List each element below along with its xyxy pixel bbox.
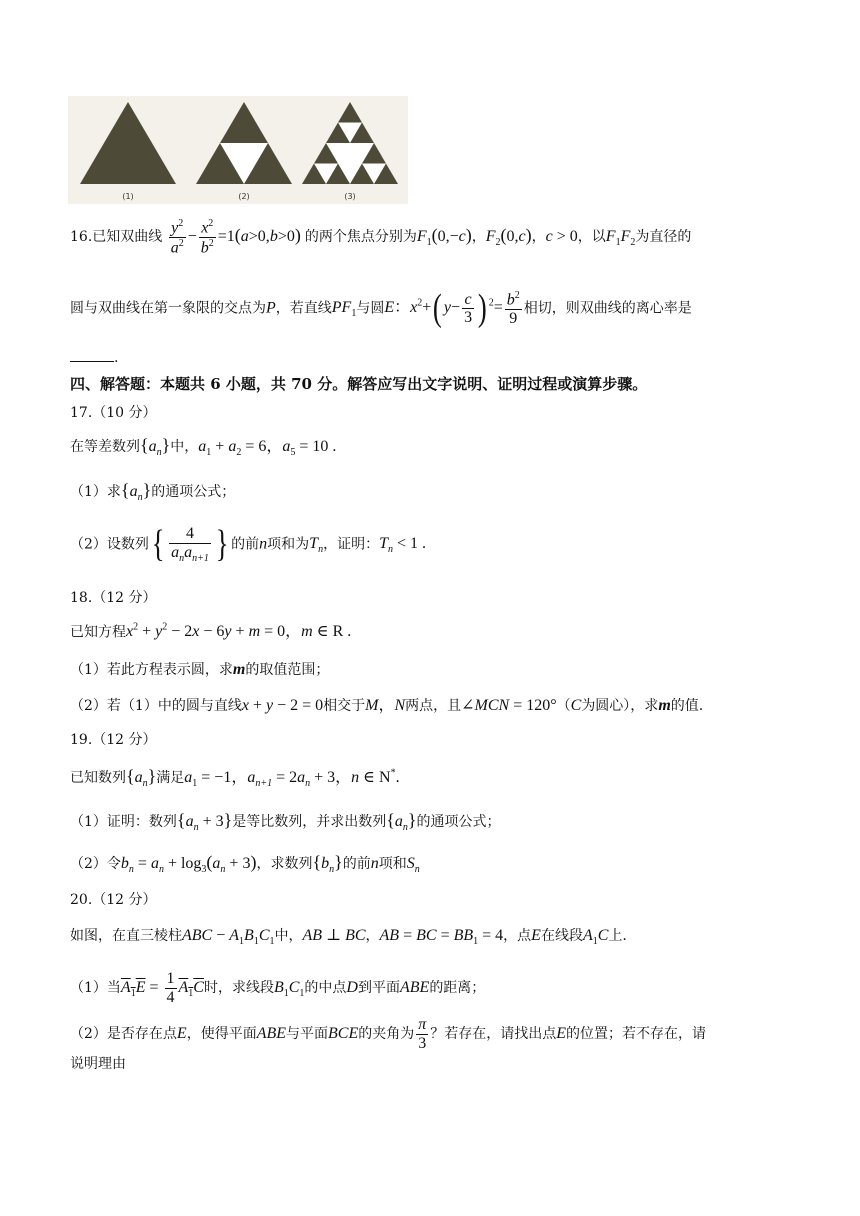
caption-3: (3) <box>344 192 356 201</box>
var-m: m <box>658 697 671 714</box>
c-positive: c > 0 <box>545 228 578 246</box>
q20-text: 的位置；若不存在，请 <box>566 1025 707 1042</box>
seq-an: $\{a_n\}$ <box>386 810 417 834</box>
point-d: D <box>346 978 358 996</box>
seq-fraction: { $\frac{4}{a_na_{n+1}}$ } <box>151 523 229 565</box>
ab-perp-bc: AB ⊥ BC <box>302 927 366 944</box>
q19-header: 19.（12 分） <box>70 732 157 748</box>
focus-f1: $F_1(0,-c)$ <box>416 225 472 249</box>
q19-text: ，求数列 <box>256 856 313 872</box>
q19-stem <box>70 766 400 790</box>
q16-text: 相切，则双曲线的离心率是 <box>523 300 692 317</box>
triangle-stage-1 <box>80 102 176 184</box>
q18-text: 为圆心），求 <box>581 698 659 714</box>
sum-tn: $T_n$ <box>309 535 324 556</box>
q17-text: 的前 <box>231 536 260 553</box>
seq-an: $\{a_n\}$ <box>126 766 157 790</box>
q17-header: 17.（10 分） <box>70 405 157 421</box>
point-p: P <box>266 299 276 317</box>
q18-text: （1）若此方程表示圆，求 <box>70 662 233 678</box>
q19-text: 是等比数列，并求出数列 <box>232 814 387 830</box>
q17-text: （1）求 <box>70 484 121 500</box>
edge-lengths: AB = BC = $BB_1 = 4$ <box>379 927 504 948</box>
q16-line-1: 16.已知双曲线 $\frac{y^2}{a^2}$ − $\frac{x^2}{b^2}$ =1(a>0,b>0) 的两个焦点分别为$F_1(0,-c)$，$F_2(0,c)$，c > 0，以$F_1F_2$为直径的 <box>70 218 692 257</box>
q17-part-2 <box>70 522 426 568</box>
q20-part-1 <box>70 970 485 1006</box>
q20-header: 20.（12 分） <box>70 892 157 908</box>
q20-part-2-cont: 说明理由 <box>70 1056 126 1072</box>
q20-text: 到平面 <box>357 979 400 996</box>
q17-text: 的通项公式； <box>151 484 236 500</box>
q19-part-2 <box>70 852 420 876</box>
q19-text: （1）证明：数列 <box>70 814 177 830</box>
q16-line-2 <box>70 286 692 332</box>
seq-an: $\{a_n\}$ <box>140 435 171 459</box>
q16-text: 圆与双曲线在第一象限的交点为 <box>70 300 266 317</box>
q16-text: 的两个焦点分别为 <box>304 229 417 246</box>
seq-an-plus-3: $\{a_n + 3\}$ <box>176 810 233 834</box>
points-mn: M，N <box>365 697 406 714</box>
q20-text: 与平面 <box>286 1025 329 1042</box>
q20-text: （2）是否存在点 <box>70 1025 177 1042</box>
q17-stem <box>70 435 336 459</box>
section-4-heading: 四、解答题：本题共 6 小题，共 70 分。解答应写出文字说明、证明过程或演算步骤。 <box>70 375 648 393</box>
focus-f2: $F_2(0,c)$ <box>485 225 532 249</box>
circle-general-equation: $x^2 + y^2 - 2x - 6y + m = 0$，m ∈ R . <box>126 622 352 641</box>
seq-an: $\{a_n\}$ <box>120 480 152 504</box>
sum-sn: $S_n$ <box>406 855 420 876</box>
q16-text: 与圆 <box>356 300 385 317</box>
q20-text: 时，求线段 <box>203 979 274 996</box>
q20-text: ，使得平面 <box>186 1025 257 1042</box>
q18-stem <box>70 622 351 642</box>
prism: ABC − $A_1B_1C_1$ <box>182 927 275 948</box>
q18-part-1 <box>70 660 329 679</box>
q19-recurrence: $a_1 = -1$，$a_{n+1} = 2a_n + 3$，n ∈ N*. <box>184 767 400 790</box>
caption-1: (1) <box>122 192 134 201</box>
point-e: E <box>531 927 541 944</box>
q16-text: ，以 <box>577 229 606 246</box>
q20-text: 的中点 <box>304 979 347 996</box>
q18-header: 18.（12 分） <box>70 590 157 606</box>
q19-part-1 <box>70 810 501 834</box>
segment-b1c1: $B_1C_1$ <box>273 978 305 999</box>
var-n: n <box>370 855 379 872</box>
q17-conditions: $a_1 + a_2 = 6$，$a_5 = 10$ . <box>198 438 337 459</box>
plane-bce: BCE <box>328 1024 359 1042</box>
q16-text: 为直径的 <box>635 229 692 246</box>
angle-mcn: ∠MCN = 120° <box>461 697 557 714</box>
q17-text: ，证明： <box>323 536 380 553</box>
circle-equation: E：$x^2+$( y− $\frac{c}{3}$ ) $^2$= $\frac{b^2}{9}$ <box>384 287 520 329</box>
q20-text: 上. <box>608 928 627 944</box>
segment-a1c: $A_1C$ <box>582 927 609 948</box>
q17-text: 中， <box>170 439 199 455</box>
point-e: E <box>556 1024 567 1042</box>
hyperbola-equation: $\frac{y^2}{a^2}$ − $\frac{x^2}{b^2}$ =1(a>0,b>0) <box>170 218 301 257</box>
var-n: n <box>259 535 268 553</box>
q18-text: 已知方程 <box>70 624 126 641</box>
var-m: m <box>232 661 246 678</box>
q17-text: （2）设数列 <box>70 536 149 553</box>
q18-text: 的值. <box>670 698 704 714</box>
point-e: E <box>176 1024 187 1042</box>
q18-text: （ <box>556 698 571 714</box>
q18-text: （2）若（1）中的圆与直线 <box>70 698 242 714</box>
q19-text: 的通项公式； <box>416 814 501 830</box>
seq-bn: $\{b_n\}$ <box>312 852 343 876</box>
q20-text: （1）当 <box>70 979 121 996</box>
q20-text: 的距离； <box>429 979 486 996</box>
answer-blank: . <box>70 350 118 367</box>
q20-text: 的夹角为 <box>358 1025 415 1042</box>
q17-text: 项和为 <box>267 536 310 553</box>
q18-text: 相交于 <box>323 698 366 714</box>
plane-abe: ABE <box>256 1024 287 1042</box>
f1f2: $F_1F_2$ <box>605 228 636 249</box>
vector-condition: $A_1E$ = $\frac{1}{4}$ $A_1C$ <box>120 970 204 1006</box>
q19-text: 的前 <box>342 856 371 872</box>
q18-text: 两点，且 <box>405 698 462 714</box>
q16-number: 16. <box>70 229 93 246</box>
caption-2: (2) <box>238 192 250 201</box>
q16-text: ，若直线 <box>275 300 332 317</box>
q20-text: 在线段 <box>540 928 583 944</box>
q20-text: ，点 <box>503 928 532 944</box>
sierpinski-figure <box>68 96 408 204</box>
q19-text: （2）令 <box>70 856 121 872</box>
plane-abe: ABE <box>399 978 430 996</box>
tn-inequality: $T_n < 1$ . <box>379 535 427 556</box>
q19-text: 已知数列 <box>70 770 126 786</box>
line-equation: x + y − 2 = 0 <box>241 697 324 714</box>
q17-part-1 <box>70 480 235 504</box>
q20-part-2 <box>70 1016 706 1052</box>
q17-text: 在等差数列 <box>70 439 140 455</box>
angle-pi-3: $\frac{\pi}{3}$ <box>418 1016 427 1052</box>
line-pf1: $PF_1$ <box>331 299 357 320</box>
q18-part-2 <box>70 696 703 715</box>
q19-text: 满足 <box>156 770 185 786</box>
q20-text: ？若存在，请找出点 <box>430 1025 557 1042</box>
point-c: C <box>570 697 582 714</box>
q18-text: 的取值范围； <box>245 662 330 678</box>
q20-stem: 如图，在直三棱柱ABC − $A_1B_1C_1$中，AB ⊥ BC，AB = BC = $BB_1 = 4$，点E在线段$A_1C$上. <box>70 927 627 948</box>
bn-definition: $b_n = a_n + \log_3(a_n + 3)$ <box>120 852 257 876</box>
q20-text: 如图，在直三棱柱 <box>70 928 182 944</box>
q19-text: 项和 <box>378 856 407 872</box>
q16-text: 已知双曲线 <box>92 229 163 246</box>
q20-text: 中， <box>274 928 303 944</box>
